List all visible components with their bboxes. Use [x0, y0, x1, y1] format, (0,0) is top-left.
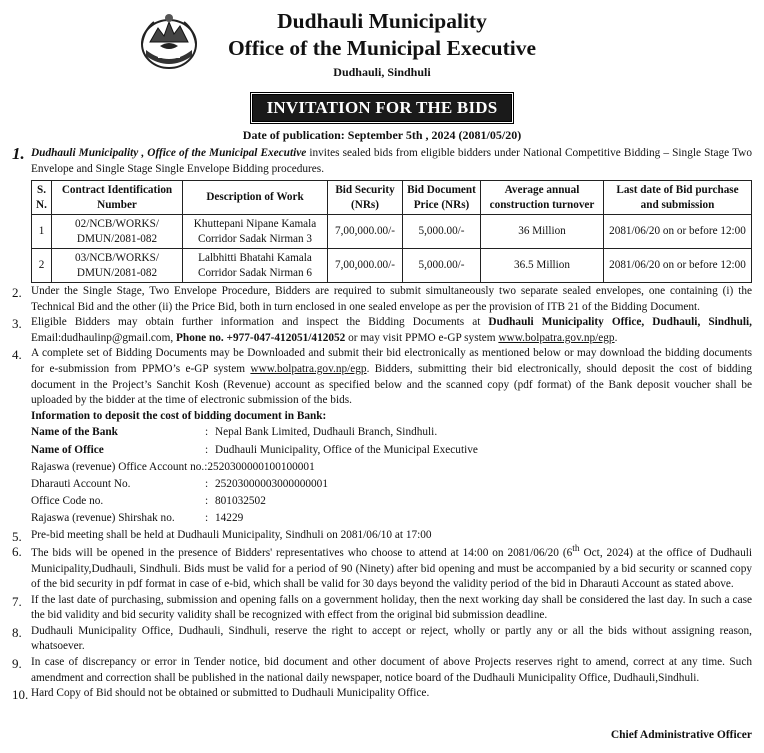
municipality-name: Dudhauli Municipality — [277, 9, 487, 33]
clause-7 — [12, 593, 752, 624]
cell-price: 5,000.00/- — [403, 249, 481, 283]
publication-date: Date of publication: September 5th , 2024 (2081/05/20) — [242, 128, 522, 142]
bank-info-value: 14229 — [215, 512, 244, 525]
cell-lastdate: 2081/06/20 on or before 12:00 — [604, 249, 752, 283]
cell-security: 7,00,000.00/- — [328, 249, 403, 283]
col-security: Bid Security (NRs) — [328, 181, 403, 215]
bank-info-sep: : — [205, 477, 209, 490]
bank-info-label: Name of Office — [31, 443, 104, 456]
clause-2 — [12, 284, 752, 315]
office-name: Office of the Municipal Executive — [227, 36, 537, 60]
bank-info-row — [31, 510, 752, 527]
office-address: Dudhauli Municipality Office, Dudhauli, Sindhuli, — [488, 316, 752, 329]
clause-number: 9. — [12, 655, 22, 671]
clause-9 — [12, 655, 752, 686]
col-sn: S. N. — [32, 181, 52, 215]
bank-info-label: Name of the Bank — [31, 426, 118, 439]
clause-number: 2. — [12, 285, 22, 301]
clause-5-text: Pre-bid meeting shall be held at Dudhauli Municipality, Sindhuli on 2081/06/10 at 17:00 — [31, 528, 432, 541]
cell-sn: 1 — [32, 215, 52, 249]
col-price: Bid Document Price (NRs) — [403, 181, 481, 215]
clause-number: 7. — [12, 593, 22, 609]
clause-number: 10. — [12, 687, 29, 703]
office-location: Dudhauli, Sindhuli — [333, 65, 431, 79]
bank-info-label: Dharauti Account No. — [31, 477, 131, 490]
bank-info — [31, 409, 752, 528]
cell-description: Khuttepani Nipane Kamala Corridor Sadak Nirman 3 — [183, 215, 328, 249]
egp-link[interactable]: www.bolpatra.gov.np/egp — [498, 331, 615, 344]
bank-info-row — [31, 424, 752, 441]
clause-number: 1. — [12, 144, 25, 163]
banner-wrap — [12, 94, 752, 122]
table-header-row — [32, 181, 752, 215]
cell-security: 7,00,000.00/- — [328, 215, 403, 249]
clause-7-text: If the last date of purchasing, submission and opening falls on a government holiday, then the next working day shall be considered the last day. In such a case the bid validity and bid security validity shall be recognized with effect from the original bid submission deadline. — [31, 593, 752, 622]
clause-1-issuer: Dudhauli Municipality , Office of the Municipal Executive — [31, 147, 307, 159]
clause-9-text: In case of discrepancy or error in Tender notice, bid document and other document of above Projects reserves right to amend, correct at any time. Such amendment and correction shall be published in the national daily newspaper, notice board of the Dudhauli Municipality Office, Dudhauli,Sindhuli. — [31, 655, 752, 684]
bank-info-value: 2520300000100100001 — [207, 460, 315, 473]
clause-number: 6. — [12, 544, 22, 560]
clause-number: 4. — [12, 347, 22, 363]
clause-4-text-b: . Bidders, submitting their bid electronically, should deposit the cost of bidding document in the Project’s Sanchit Kosh (Revenue) account as specified below and the scanned copy (pdf format) of the Bank deposit voucher shall be uploaded by the bidder at the time of electronic submission of the bids. — [31, 363, 752, 407]
col-description: Description of Work — [183, 181, 328, 215]
clause-4-text-a: A complete set of Bidding Documents may be Downloaded and submit their bid electronically as mentioned below or may download the bidding documents for e-submission from PPMO’s e-GP system — [31, 347, 752, 376]
table-row — [32, 249, 752, 283]
clause-6 — [12, 543, 752, 593]
clause-number: 3. — [12, 316, 22, 332]
bank-info-row — [31, 442, 752, 459]
clause-2-text: Under the Single Stage, Two Envelope Procedure, Bidders are required to submit simultaneously two separate sealed envelopes, one containing (i) the Technical Bid and the other (ii) the Price Bid, both in turn enclosed in one sealed envelope as per the provision of ITB 21 of the Bidding Document. — [31, 285, 752, 313]
col-lastdate: Last date of Bid purchase and submission — [604, 181, 752, 215]
clause-1 — [12, 146, 752, 177]
cell-contract: 03/NCB/WORKS/ DMUN/2081-082 — [52, 249, 183, 283]
col-turnover: Average annual construction turnover — [481, 181, 604, 215]
contact-email: Email:dudhaulinp@gmail.com, — [31, 331, 177, 344]
clause-3 — [12, 315, 752, 346]
clause-3-text-d: . — [614, 331, 618, 344]
table-row — [32, 215, 752, 249]
clause-10 — [12, 686, 752, 702]
nepal-government-emblem-icon — [138, 10, 200, 72]
bank-info-label: Rajaswa (revenue) Shirshak no. — [31, 512, 175, 525]
col-contract: Contract Identification Number — [52, 181, 183, 215]
clause-6-text-a: The bids will be opened in the presence of Bidders' representatives who choose to attend at 14:00 on 2081/06/20 (6 — [31, 546, 573, 559]
notice-banner: INVITATION FOR THE BIDS — [252, 94, 513, 122]
clause-5 — [12, 528, 752, 544]
clause-number: 8. — [12, 624, 22, 640]
clause-3-text-c: or may visit PPMO e-GP system — [345, 331, 499, 344]
clause-8 — [12, 624, 752, 655]
signature-title: Chief Administrative Officer — [610, 729, 752, 741]
cell-contract: 02/NCB/WORKS/ DMUN/2081-082 — [52, 215, 183, 249]
cell-price: 5,000.00/- — [403, 215, 481, 249]
cell-lastdate: 2081/06/20 on or before 12:00 — [604, 215, 752, 249]
clause-1-text: invites sealed bids from eligible bidders under National Competitive Bidding – Single Stage Two Envelope and Single Stage Single Envelope Bidding procedures. — [31, 147, 752, 175]
clause-6-text-b: Oct, 2024) at the office of Dudhauli Municipality,Dudhauli, Sindhuli. Bids must be valid for a period of 90 (Ninety) after bid opening and must be accompanied by a bid security or scanned copy of the bid security in pdf format in case of e-bid, which shall be valid for 30 days beyond the validity period of the bid in Dharauti Account as stated above. — [31, 546, 752, 591]
bank-info-row — [31, 476, 752, 493]
bids-table — [31, 180, 752, 283]
bank-info-sep: : — [205, 512, 209, 525]
clause-3-text-a: Eligible Bidders may obtain further information and inspect the Bidding Documents at — [31, 316, 489, 329]
cell-turnover: 36.5 Million — [481, 249, 604, 283]
clause-4 — [12, 346, 752, 408]
clause-number: 5. — [12, 528, 22, 544]
bank-info-label: Office Code no. — [31, 495, 104, 508]
bank-info-sep: : — [205, 426, 209, 439]
cell-sn: 2 — [32, 249, 52, 283]
contact-phone: Phone no. +977-047-412051/412052 — [176, 331, 346, 344]
clause-10-text: Hard Copy of Bid should not be obtained or submitted to Dudhauli Municipality Office. — [31, 687, 430, 700]
cell-turnover: 36 Million — [481, 215, 604, 249]
bank-info-sep: : — [205, 443, 209, 456]
bank-info-label: Rajaswa (revenue) Office Account no. — [31, 460, 205, 473]
bank-info-value: Dudhauli Municipality, Office of the Municipal Executive — [215, 443, 478, 456]
bank-info-row — [31, 493, 752, 510]
notice-header — [12, 8, 752, 92]
cell-description: Lalbhitti Bhatahi Kamala Corridor Sadak Nirman 6 — [183, 249, 328, 283]
bank-info-value: 25203000003000000001 — [215, 477, 328, 490]
egp-link[interactable]: www.bolpatra.gov.np/egp — [250, 363, 367, 376]
bank-info-sep: : — [205, 495, 209, 508]
ordinal-suffix: th — [572, 544, 580, 555]
clause-8-text: Dudhauli Municipality Office, Dudhauli, Sindhuli, reserve the right to accept or reject, wholly or partly any or all the bids without assigning reason, whatsoever. — [31, 624, 752, 653]
bank-info-sep: : — [204, 460, 208, 473]
bank-info-row — [31, 459, 752, 476]
bank-info-heading: Information to deposit the cost of bidding document in Bank: — [31, 409, 327, 422]
bank-info-value: 801032502 — [215, 495, 266, 508]
bank-info-value: Nepal Bank Limited, Dudhauli Branch, Sindhuli. — [215, 426, 438, 439]
